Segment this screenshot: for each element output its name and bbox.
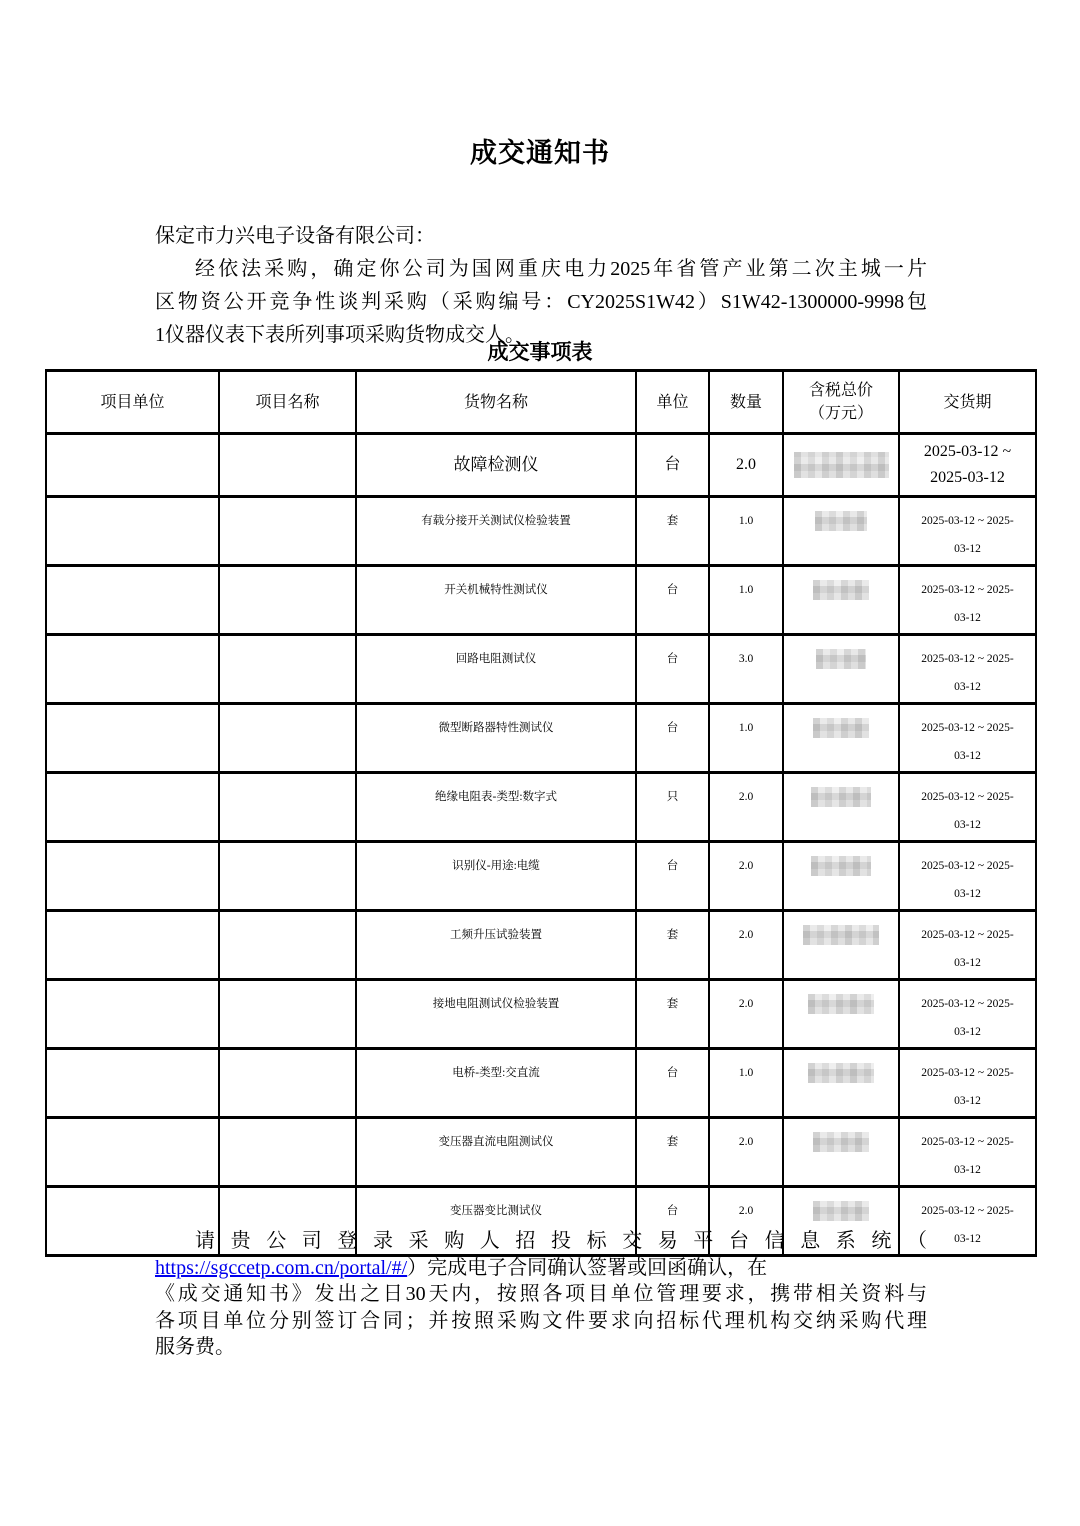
cell-project-name [219, 1049, 356, 1118]
redacted-price-mosaic [813, 1132, 869, 1152]
cell-quantity: 2.0 [709, 842, 783, 911]
cell-project-unit [46, 1049, 219, 1118]
cell-price-redacted [783, 911, 899, 980]
intro-line-2: 区物资公开竞争性谈判采购（采购编号：CY2025S1W42）S1W42-1300000-9998包 [155, 291, 927, 313]
deal-items-table [45, 369, 1037, 1257]
cell-project-unit [46, 842, 219, 911]
column-header: 含税总价 （万元） [783, 371, 899, 434]
table-row [46, 497, 1036, 566]
cell-unit: 台 [636, 635, 709, 704]
cell-unit: 台 [636, 566, 709, 635]
footer-line-2 [155, 1255, 927, 1282]
column-header: 项目名称 [219, 371, 356, 434]
cell-project-name [219, 497, 356, 566]
cell-unit: 台 [636, 704, 709, 773]
cell-unit: 套 [636, 980, 709, 1049]
redacted-price-mosaic [794, 452, 889, 478]
cell-goods-name: 识别仪-用途:电缆 [356, 842, 636, 911]
cell-goods-name: 变压器直流电阻测试仪 [356, 1118, 636, 1187]
cell-quantity: 2.0 [709, 1187, 783, 1256]
cell-project-unit [46, 635, 219, 704]
cell-delivery-period: 2025-03-12 ~ 2025- 03-12 [899, 980, 1036, 1049]
cell-project-name [219, 566, 356, 635]
cell-delivery-period: 2025-03-12 ~ 2025- 03-12 [899, 911, 1036, 980]
column-header: 交货期 [899, 371, 1036, 434]
cell-goods-name: 有载分接开关测试仪检验装置 [356, 497, 636, 566]
cell-delivery-period: 2025-03-12 ~ 2025- 03-12 [899, 773, 1036, 842]
redacted-price-mosaic [808, 994, 874, 1014]
cell-price-redacted [783, 704, 899, 773]
cell-goods-name: 微型断路器特性测试仪 [356, 704, 636, 773]
cell-project-name [219, 704, 356, 773]
cell-unit: 套 [636, 911, 709, 980]
footer-line-1: 请贵公司登录采购人招投标交易平台信息系统（ [195, 1230, 927, 1252]
table-row [46, 704, 1036, 773]
cell-price-redacted [783, 980, 899, 1049]
redacted-price-mosaic [816, 649, 866, 669]
cell-delivery-period: 2025-03-12 ~ 2025- 03-12 [899, 1049, 1036, 1118]
cell-delivery-period: 2025-03-12 ~ 2025- 03-12 [899, 635, 1036, 704]
cell-unit: 只 [636, 773, 709, 842]
redacted-price-mosaic [813, 1201, 869, 1221]
cell-project-name [219, 911, 356, 980]
cell-unit: 台 [636, 1187, 709, 1256]
cell-unit: 台 [636, 434, 709, 497]
intro-section [155, 220, 927, 352]
cell-quantity: 1.0 [709, 566, 783, 635]
footer-line-3: 《成交通知书》发出之日30天内，按照各项目单位管理要求，携带相关资料与 [155, 1283, 927, 1305]
cell-project-unit [46, 434, 219, 497]
cell-goods-name: 开关机械特性测试仪 [356, 566, 636, 635]
redacted-price-mosaic [813, 580, 869, 600]
footer-line-5: 服务费。 [155, 1336, 235, 1358]
redacted-price-mosaic [813, 718, 869, 738]
cell-project-unit [46, 497, 219, 566]
cell-quantity: 3.0 [709, 635, 783, 704]
table-title: 成交事项表 [487, 340, 593, 364]
cell-price-redacted [783, 434, 899, 497]
cell-project-name [219, 434, 356, 497]
cell-delivery-period: 2025-03-12 ~ 2025- 03-12 [899, 1187, 1036, 1256]
cell-goods-name: 接地电阻测试仪检验装置 [356, 980, 636, 1049]
cell-delivery-period: 2025-03-12 ~ 2025-03-12 [899, 434, 1036, 497]
table-row [46, 980, 1036, 1049]
cell-quantity: 2.0 [709, 773, 783, 842]
document-title: 成交通知书 [470, 138, 610, 168]
cell-goods-name: 故障检测仪 [356, 434, 636, 497]
cell-price-redacted [783, 1118, 899, 1187]
column-header: 单位 [636, 371, 709, 434]
cell-delivery-period: 2025-03-12 ~ 2025- 03-12 [899, 497, 1036, 566]
cell-unit: 台 [636, 842, 709, 911]
cell-delivery-period: 2025-03-12 ~ 2025- 03-12 [899, 1118, 1036, 1187]
cell-price-redacted [783, 497, 899, 566]
footer-line-4: 各项目单位分别签订合同；并按照采购文件要求向招标代理机构交纳采购代理 [155, 1309, 927, 1332]
cell-quantity: 1.0 [709, 704, 783, 773]
intro-line-1: 经依法采购，确定你公司为国网重庆电力2025年省管产业第二次主城一片 [195, 258, 927, 280]
table-row [46, 566, 1036, 635]
cell-delivery-period: 2025-03-12 ~ 2025- 03-12 [899, 842, 1036, 911]
cell-delivery-period: 2025-03-12 ~ 2025- 03-12 [899, 704, 1036, 773]
cell-quantity: 2.0 [709, 1118, 783, 1187]
cell-goods-name: 电桥-类型:交直流 [356, 1049, 636, 1118]
redacted-price-mosaic [815, 511, 867, 531]
cell-goods-name: 工频升压试验装置 [356, 911, 636, 980]
cell-goods-name: 变压器变比测试仪 [356, 1187, 636, 1256]
cell-project-name [219, 635, 356, 704]
footer-paragraph [155, 1228, 927, 1361]
cell-unit: 套 [636, 1118, 709, 1187]
table-row [46, 635, 1036, 704]
cell-project-name [219, 1118, 356, 1187]
cell-delivery-period: 2025-03-12 ~ 2025- 03-12 [899, 566, 1036, 635]
table-row [46, 773, 1036, 842]
cell-goods-name: 绝缘电阻表-类型:数字式 [356, 773, 636, 842]
table-header-row [46, 371, 1036, 434]
redacted-price-mosaic [808, 1063, 874, 1083]
cell-price-redacted [783, 566, 899, 635]
redacted-price-mosaic [811, 856, 871, 876]
cell-project-name [219, 773, 356, 842]
table-row [46, 842, 1036, 911]
cell-goods-name: 回路电阻测试仪 [356, 635, 636, 704]
cell-unit: 套 [636, 497, 709, 566]
cell-price-redacted [783, 635, 899, 704]
cell-project-name [219, 980, 356, 1049]
cell-price-redacted [783, 842, 899, 911]
intro-line-3: 1仪器仪表下表所列事项采购货物成交人。 [155, 324, 525, 346]
footer-line-2-text: ）完成电子合同确认签署或回函确认，在 [407, 1256, 768, 1279]
cell-project-unit [46, 1118, 219, 1187]
cell-project-name [219, 842, 356, 911]
cell-quantity: 2.0 [709, 911, 783, 980]
cell-unit: 台 [636, 1049, 709, 1118]
table-row [46, 1118, 1036, 1187]
cell-quantity: 1.0 [709, 497, 783, 566]
recipient-line: 保定市力兴电子设备有限公司： [155, 225, 435, 247]
cell-project-unit [46, 980, 219, 1049]
column-header: 项目单位 [46, 371, 219, 434]
cell-project-unit [46, 911, 219, 980]
cell-quantity: 1.0 [709, 1049, 783, 1118]
column-header: 货物名称 [356, 371, 636, 434]
column-header: 数量 [709, 371, 783, 434]
table-row [46, 434, 1036, 497]
portal-link[interactable]: https://sgccetp.com.cn/portal/#/ [155, 1256, 408, 1279]
table-row [46, 1049, 1036, 1118]
cell-quantity: 2.0 [709, 434, 783, 497]
cell-project-unit [46, 566, 219, 635]
cell-price-redacted [783, 1049, 899, 1118]
redacted-price-mosaic [803, 925, 879, 945]
cell-project-unit [46, 773, 219, 842]
cell-quantity: 2.0 [709, 980, 783, 1049]
cell-project-unit [46, 704, 219, 773]
cell-price-redacted [783, 773, 899, 842]
redacted-price-mosaic [811, 787, 871, 807]
table-row [46, 911, 1036, 980]
